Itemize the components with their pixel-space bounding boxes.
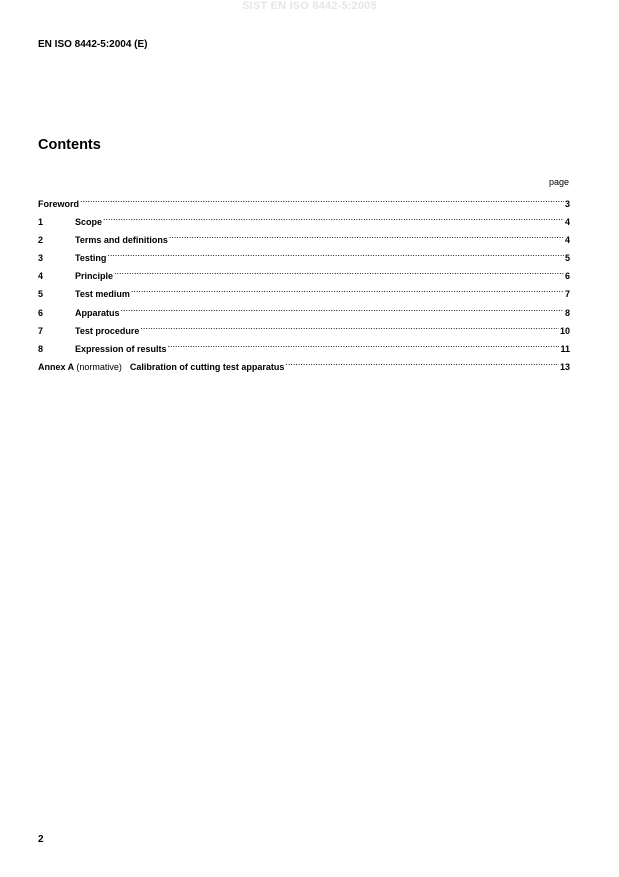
toc-entry-page: 4 <box>564 235 570 246</box>
watermark: SIST EN ISO 8442-5:2005 <box>242 0 377 12</box>
annex-title: Calibration of cutting test apparatus <box>129 361 285 372</box>
toc-entry-test-procedure[interactable] <box>38 321 570 339</box>
toc-entry-page: 3 <box>564 199 570 209</box>
toc-entry-title: Testing <box>75 253 107 264</box>
toc-entry-terms-and-definitions[interactable] <box>38 230 570 248</box>
toc-entry-foreword[interactable] <box>38 194 570 212</box>
toc-entry-test-medium[interactable] <box>38 284 570 302</box>
toc-entry-expression-of-results[interactable] <box>38 339 570 357</box>
dot-leader <box>103 212 564 225</box>
toc-entry-page: 10 <box>559 325 570 336</box>
toc-entry-number: 1 <box>38 217 44 228</box>
toc-entry-title: Scope <box>75 217 103 228</box>
annex-qualifier: (normative) <box>76 361 122 372</box>
toc-entry-page: 7 <box>564 289 570 300</box>
toc-entry-title: Apparatus <box>75 307 120 318</box>
page-number: 2 <box>38 834 44 845</box>
toc-entry-page: 4 <box>564 217 570 228</box>
toc-entry-title: Test procedure <box>75 325 140 336</box>
toc-entry-page: 8 <box>564 307 570 318</box>
table-of-contents <box>38 194 570 375</box>
contents-title: Contents <box>38 137 101 153</box>
dot-leader <box>140 321 559 334</box>
toc-entry-number: 6 <box>38 307 44 318</box>
toc-annex-heading <box>38 361 284 374</box>
toc-entry-title: Foreword <box>38 199 80 209</box>
dot-leader <box>107 248 564 261</box>
toc-entry-number: 5 <box>38 289 44 300</box>
toc-entry-apparatus[interactable] <box>38 303 570 321</box>
toc-entry-title: Terms and definitions <box>75 235 168 246</box>
toc-entry-annex-a[interactable] <box>38 357 570 375</box>
toc-entry-number: 8 <box>38 343 44 354</box>
toc-entry-number: 2 <box>38 235 44 246</box>
dot-leader <box>121 303 564 316</box>
toc-entry-page: 13 <box>559 361 570 372</box>
dot-leader <box>131 284 564 297</box>
dot-leader <box>114 266 564 279</box>
page-column-label: page <box>548 177 569 187</box>
toc-entry-number: 7 <box>38 325 44 336</box>
toc-entry-principle[interactable] <box>38 266 570 284</box>
toc-entry-title: Principle <box>75 271 114 282</box>
toc-entry-number: 3 <box>38 253 44 264</box>
standard-header: EN ISO 8442-5:2004 (E) <box>38 39 148 50</box>
dot-leader <box>285 357 559 370</box>
dot-leader <box>80 194 564 207</box>
toc-entry-page: 6 <box>564 271 570 282</box>
dot-leader <box>168 339 560 352</box>
toc-entry-title: Expression of results <box>75 343 167 354</box>
toc-entry-testing[interactable] <box>38 248 570 266</box>
annex-label: Annex A <box>38 361 74 372</box>
dot-leader <box>169 230 564 243</box>
toc-entry-title: Test medium <box>75 289 130 300</box>
toc-entry-number: 4 <box>38 271 44 282</box>
toc-entry-page: 11 <box>560 343 570 354</box>
toc-entry-scope[interactable] <box>38 212 570 230</box>
toc-entry-page: 5 <box>564 253 570 264</box>
